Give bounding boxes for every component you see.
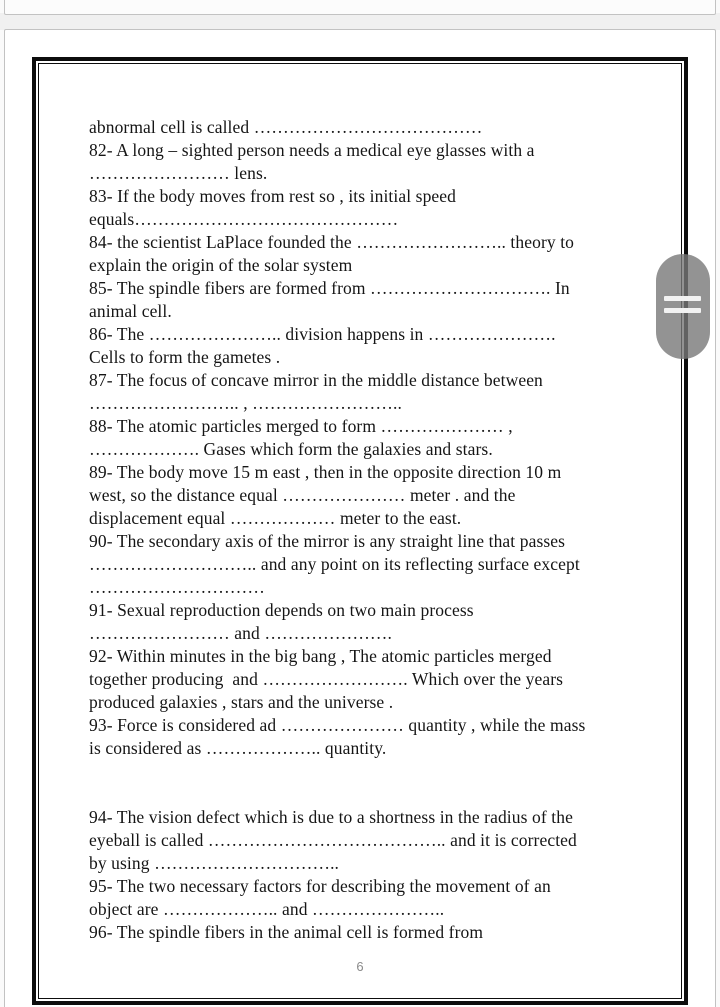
text-line: is considered as ……………….. quantity.: [89, 738, 387, 758]
page-gap-band: [0, 13, 720, 30]
text-line: …………………… and ………………….: [89, 623, 392, 643]
text-line: equals………………………………………: [89, 209, 399, 229]
text-line: 93- Force is considered ad ………………… quantity , while the mass: [89, 715, 586, 735]
text-line: 90- The secondary axis of the mirror is any straight line that passes: [89, 531, 566, 551]
text-line: produced galaxies , stars and the universe .: [89, 692, 394, 712]
text-line: animal cell.: [89, 301, 172, 321]
page-number: 6: [356, 959, 364, 974]
text-line: by using …………………………..: [89, 853, 340, 873]
text-line: 84- the scientist LaPlace founded the …………………….. theory to: [89, 232, 575, 252]
text-line: Cells to form the gametes .: [89, 347, 281, 367]
text-line: 87- The focus of concave mirror in the middle distance between: [89, 370, 543, 390]
document-page: [4, 29, 716, 1007]
text-line: 85- The spindle fibers are formed from …………………………. In: [89, 278, 570, 298]
question-text-block: [89, 116, 649, 944]
previous-page-edge: [4, 0, 716, 15]
drag-handle-icon: [664, 296, 701, 301]
text-line: 89- The body move 15 m east , then in the opposite direction 10 m: [89, 462, 562, 482]
text-line: displacement equal ……………… meter to the east.: [89, 508, 462, 528]
text-line: 96- The spindle fibers in the animal cell is formed from: [89, 922, 484, 942]
text-line: explain the origin of the solar system: [89, 255, 353, 275]
text-line: …………………….. , ……………………..: [89, 393, 402, 413]
text-line: [89, 760, 649, 783]
text-line: 92- Within minutes in the big bang , The atomic particles merged: [89, 646, 552, 666]
text-line: ……………………….. and any point on its reflecting surface except: [89, 554, 580, 574]
page-border-frame: [32, 57, 688, 1005]
text-line: [89, 783, 649, 806]
page-border-frame-inner: [38, 63, 682, 999]
text-line: …………………………: [89, 577, 265, 597]
text-line: west, so the distance equal ………………… meter . and the: [89, 485, 516, 505]
text-line: …………………… lens.: [89, 163, 268, 183]
scroll-drag-handle[interactable]: [656, 254, 710, 359]
text-line: together producing and ……………………. Which over the years: [89, 669, 564, 689]
drag-handle-icon: [664, 308, 701, 313]
text-line: ………………. Gases which form the galaxies and stars.: [89, 439, 493, 459]
text-line: 83- If the body moves from rest so , its initial speed: [89, 186, 457, 206]
text-line: object are ……………….. and …………………..: [89, 899, 445, 919]
text-line: eyeball is called ………………………………….. and it is corrected: [89, 830, 577, 850]
text-line: 86- The ………………….. division happens in ………………….: [89, 324, 556, 344]
text-line: 94- The vision defect which is due to a shortness in the radius of the: [89, 807, 573, 827]
text-line: 91- Sexual reproduction depends on two main process: [89, 600, 474, 620]
text-line: 95- The two necessary factors for describing the movement of an: [89, 876, 551, 896]
text-line: 82- A long – sighted person needs a medical eye glasses with a: [89, 140, 535, 160]
text-line: abnormal cell is called …………………………………: [89, 117, 483, 137]
text-line: 88- The atomic particles merged to form ………………… ,: [89, 416, 513, 436]
